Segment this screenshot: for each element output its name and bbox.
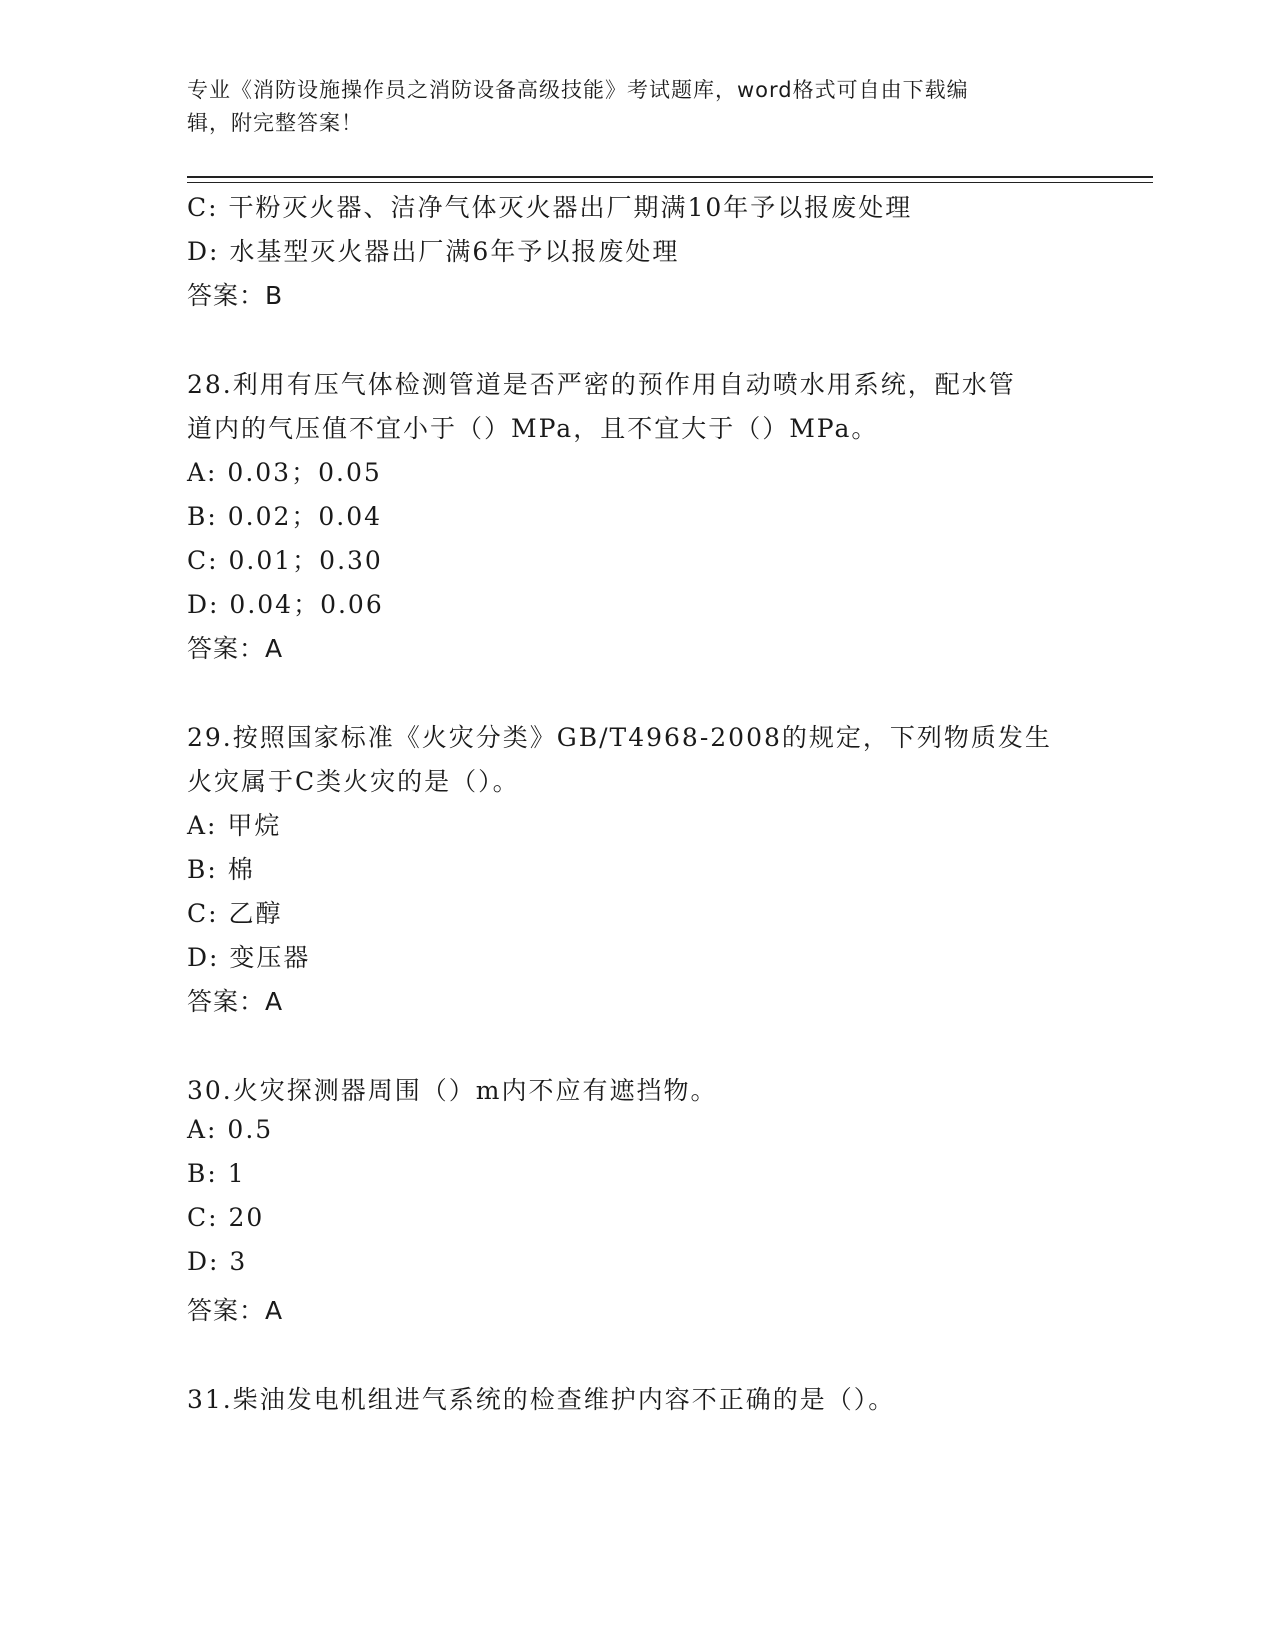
header-line-2: 辑，附完整答案！ [187, 111, 363, 135]
q28-option-d: D: 0.04；0.06 [187, 590, 384, 619]
q29-answer: 答案：A [187, 987, 284, 1016]
q28-option-b: B: 0.02；0.04 [187, 502, 383, 531]
q29-stem-line-1: 29.按照国家标准《火灾分类》GB/T4968-2008的规定，下列物质发生 [187, 723, 1052, 752]
q31-stem-line-1: 31.柴油发电机组进气系统的检查维护内容不正确的是（）。 [187, 1385, 896, 1414]
q29-option-b: B: 棉 [187, 855, 255, 884]
prev-option-d: D: 水基型灭火器出厂满6年予以报废处理 [187, 237, 680, 266]
header-line-1: 专业《消防设施操作员之消防设备高级技能》考试题库，word格式可自由下载编 [187, 78, 969, 102]
prev-answer: 答案：B [187, 281, 284, 310]
q29-option-d: D: 变压器 [187, 943, 311, 972]
header-divider-thick [187, 176, 1153, 178]
q28-stem-line-1: 28.利用有压气体检测管道是否严密的预作用自动喷水用系统，配水管 [187, 370, 1016, 399]
q30-option-d: D: 3 [187, 1247, 248, 1276]
q30-option-c: C: 20 [187, 1203, 265, 1232]
q28-option-a: A: 0.03；0.05 [187, 458, 382, 487]
document-header [187, 74, 1087, 140]
q30-option-a: A: 0.5 [187, 1115, 274, 1144]
q28-option-c: C: 0.01；0.30 [187, 546, 383, 575]
prev-option-c: C: 干粉灭火器、洁净气体灭火器出厂期满10年予以报废处理 [187, 193, 913, 222]
q29-stem-line-2: 火灾属于C类火灾的是（）。 [187, 767, 520, 796]
q29-option-c: C: 乙醇 [187, 899, 283, 928]
q28-stem-line-2: 道内的气压值不宜小于（）MPa，且不宜大于（）MPa。 [187, 414, 879, 443]
q29-option-a: A: 甲烷 [187, 811, 282, 840]
q30-stem-line-1: 30.火灾探测器周围（）m内不应有遮挡物。 [187, 1076, 718, 1105]
q30-option-b: B: 1 [187, 1159, 246, 1188]
q28-answer: 答案：A [187, 634, 284, 663]
header-divider-thin [187, 182, 1153, 183]
q30-answer: 答案：A [187, 1296, 284, 1325]
